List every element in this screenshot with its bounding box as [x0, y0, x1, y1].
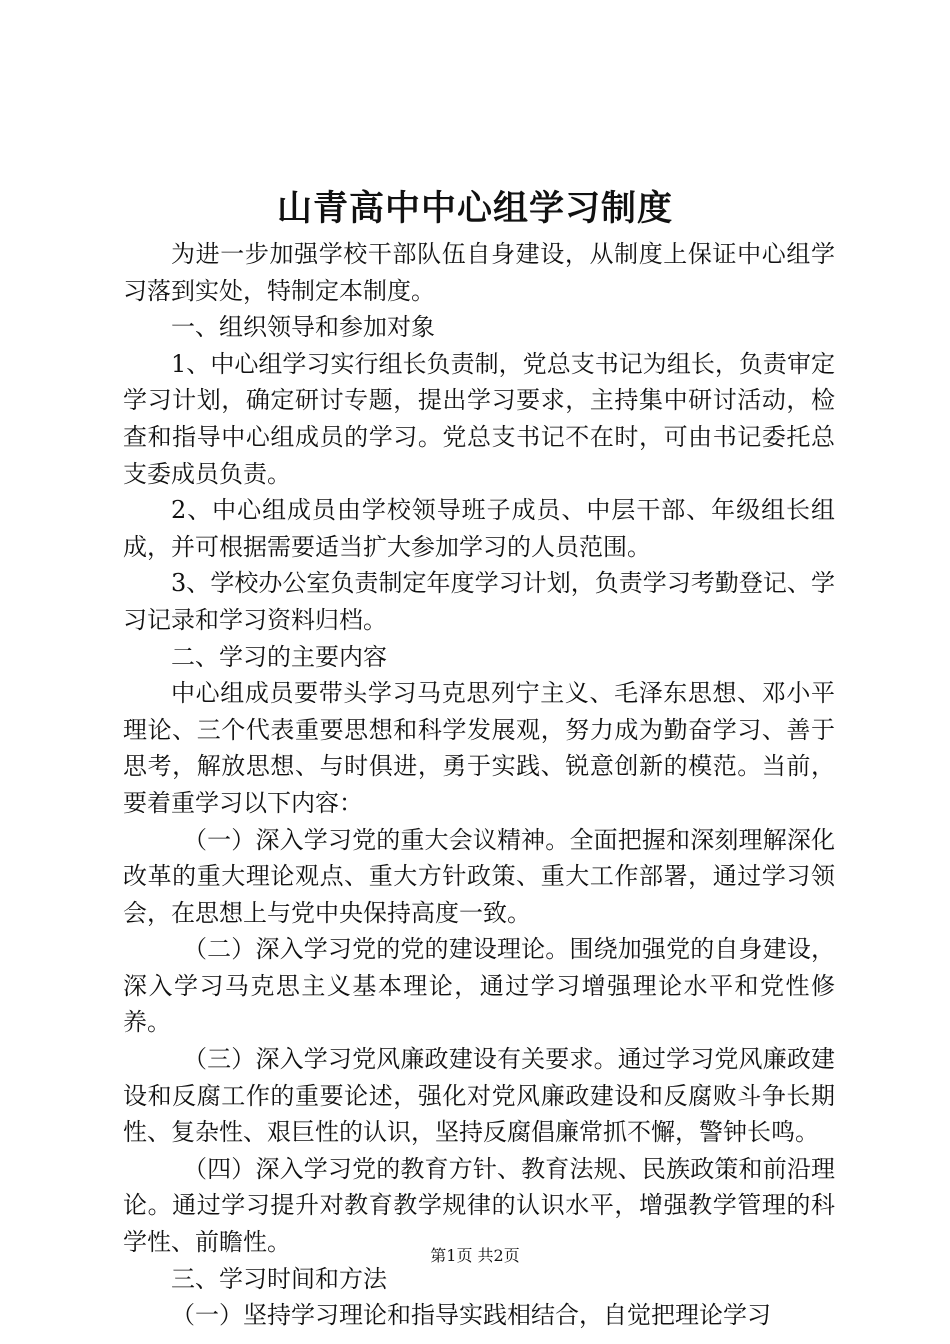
paragraph-intro: 为进一步加强学校干部队伍自身建设，从制度上保证中心组学习落到实处，特制定本制度。: [123, 240, 835, 305]
paragraph-content-4: （四）深入学习党的教育方针、教育法规、民族政策和前沿理论。通过学习提升对教育教学规律的认识水平，增强教学管理的科学性、前瞻性。: [123, 1154, 835, 1257]
paragraph-item-3: 3、学校办公室负责制定年度学习计划，负责学习考勤登记、学习记录和学习资料归档。: [123, 569, 835, 634]
section-heading-1: 一、组织领导和参加对象: [171, 313, 435, 342]
paragraph-content-1: （一）深入学习党的重大会议精神。全面把握和深刻理解深化改革的重大理论观点、重大方针政策、重大工作部署，通过学习领会，在思想上与党中央保持高度一致。: [123, 825, 835, 927]
page-footer: 第1页 共2页: [430, 1246, 520, 1265]
paragraph-content-2: （二）深入学习党的党的建设理论。围绕加强党的自身建设，深入学习马克思主义基本理论，通过学习增强理论水平和党性修养。: [123, 935, 835, 1037]
paragraph-item-2: 2、中心组成员由学校领导班子成员、中层干部、年级组长组成，并可根据需要适当扩大参加学习的人员范围。: [123, 496, 835, 561]
section-heading-3: 三、学习时间和方法: [171, 1264, 387, 1293]
section-heading-2: 二、学习的主要内容: [171, 642, 387, 671]
paragraph-content-intro: 中心组成员要带头学习马克思列宁主义、毛泽东思想、邓小平理论、三个代表重要思想和科学发展观，努力成为勤奋学习、善于思考，解放思想、与时俱进，勇于实践、锐意创新的模范。当前，要着重学习以下内容：: [123, 679, 835, 817]
document-title: 山青高中中心组学习制度: [276, 188, 673, 229]
document-body: [123, 236, 835, 1334]
paragraph-content-3: （三）深入学习党风廉政建设有关要求。通过学习党风廉政建设和反腐工作的重要论述，强化对党风廉政建设和反腐败斗争长期性、复杂性、艰巨性的认识，坚持反腐倡廉常抓不懈，警钟长鸣。: [123, 1045, 835, 1147]
paragraph-item-1: 1、中心组学习实行组长负责制，党总支书记为组长，负责审定学习计划，确定研讨专题，提出学习要求，主持集中研讨活动，检查和指导中心组成员的学习。党总支书记不在时，可由书记委托总支委成员负责。: [123, 349, 835, 488]
paragraph-method-1: （一）坚持学习理论和指导实践相结合，自觉把理论学习: [171, 1301, 771, 1330]
